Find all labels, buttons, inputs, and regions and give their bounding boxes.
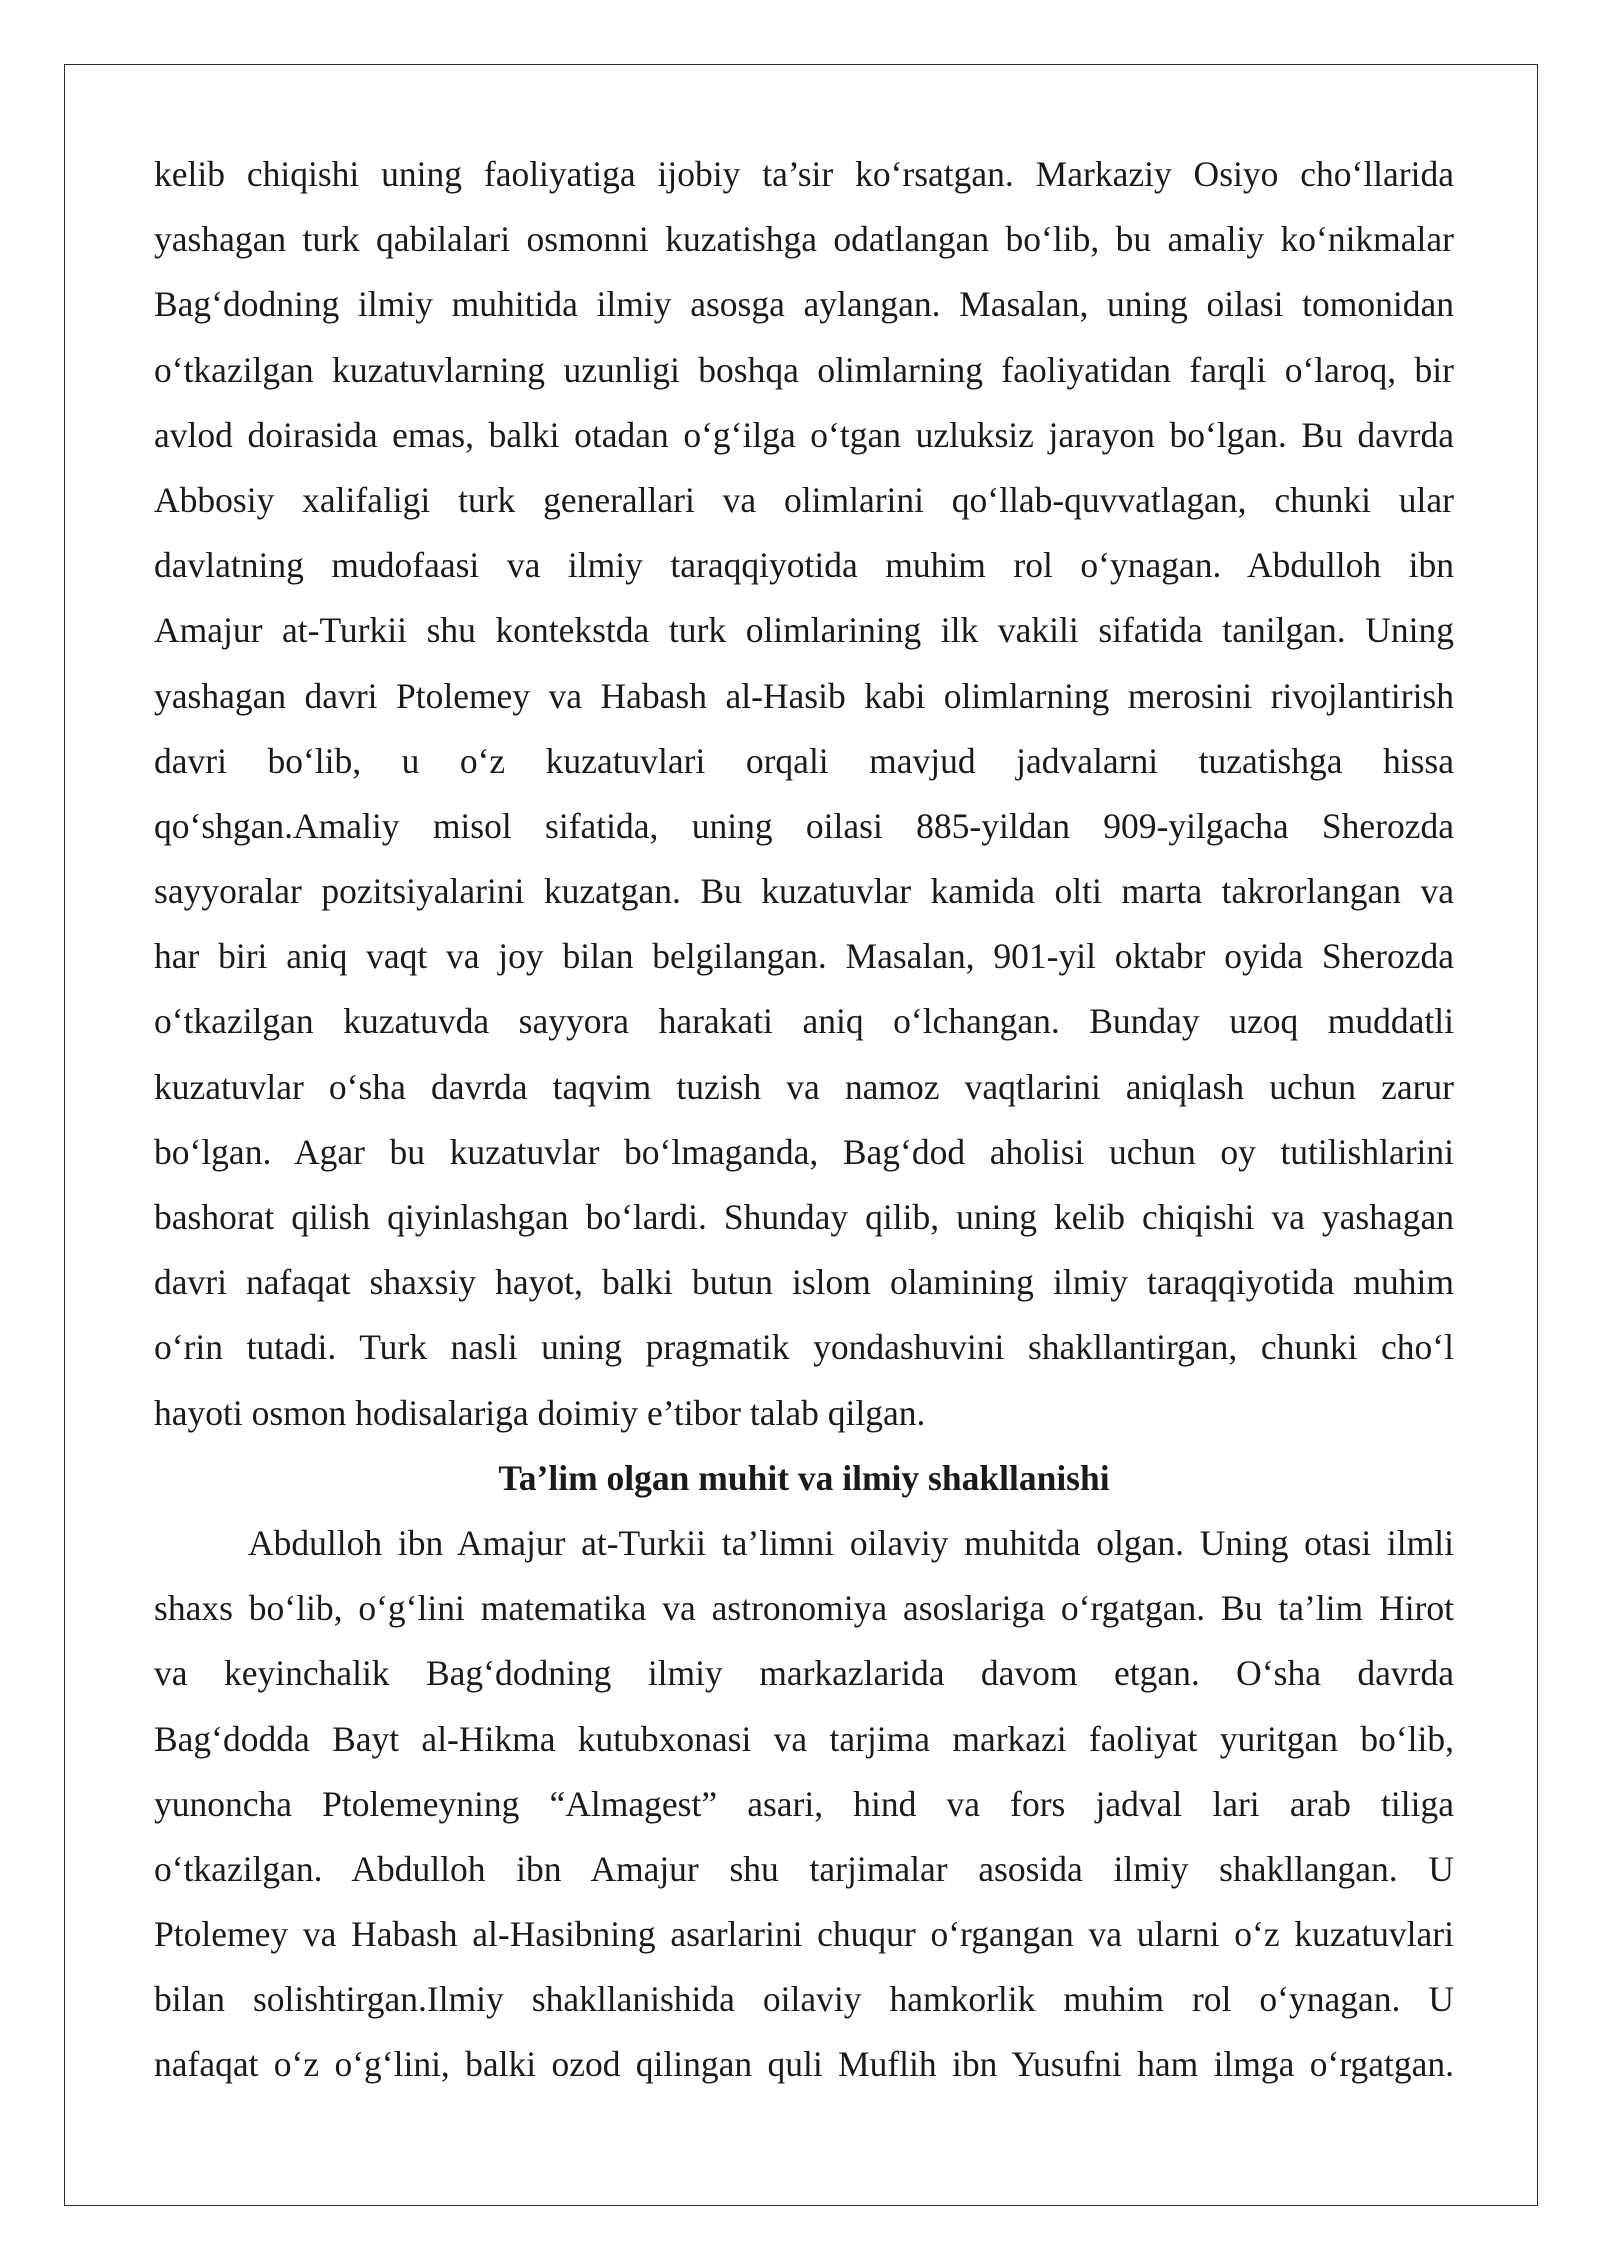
text-line: Ptolemey va Habash al-Hasibning asarlarini chuqur o‘rgangan va ularni o‘z kuzatuvlari [154,1914,1454,1955]
paragraph-2 [154,1511,1454,2098]
text-line: Abdulloh ibn Amajur at-Turkii ta’limni oilaviy muhitda olgan. Uning otasi ilmli [248,1522,1454,1563]
text-line: har biri aniq vaqt va joy bilan belgilangan. Masalan, 901-yil oktabr oyida Sherozda [154,936,1454,977]
text-line: davri nafaqat shaxsiy hayot, balki butun islom olamining ilmiy taraqqiyotida muhim [154,1262,1454,1303]
text-line: kelib chiqishi uning faoliyatiga ijobiy ta’sir ko‘rsatgan. Markaziy Osiyo cho‘llarida [154,154,1454,194]
text-line: yunoncha Ptolemeyning “Almagest” asari, hind va fors jadval lari arab tiliga [154,1783,1454,1824]
text-line: Abbosiy xalifaligi turk generallari va olimlarini qo‘llab-quvvatlagan, chunki ular [154,479,1454,520]
text-line: Bag‘dodning ilmiy muhitida ilmiy asosga aylangan. Masalan, uning oilasi tomonidan [154,284,1454,325]
text-line: avlod doirasida emas, balki otadan o‘g‘ilga o‘tgan uzluksiz jarayon bo‘lgan. Bu davrda [154,414,1454,455]
section-heading: Ta’lim olgan muhit va ilmiy shakllanishi [498,1457,1110,1498]
text-line: davlatning mudofaasi va ilmiy taraqqiyotida muhim rol o‘ynagan. Abdulloh ibn [154,545,1454,586]
text-line: o‘tkazilgan. Abdulloh ibn Amajur shu tarjimalar asosida ilmiy shakllangan. U [154,1848,1454,1889]
text-line: Amajur at-Turkii shu kontekstda turk olimlarining ilk vakili sifatida tanilgan. Uning [154,610,1454,651]
text-line: hayoti osmon hodisalariga doimiy e’tibor talab qilgan. [154,1392,926,1433]
text-line: yashagan davri Ptolemey va Habash al-Hasib kabi olimlarning merosini rivojlantirish [154,675,1454,716]
text-line: bashorat qilish qiyinlashgan bo‘lardi. Shunday qilib, uning kelib chiqishi va yashagan [154,1197,1454,1237]
text-line: o‘tkazilgan kuzatuvda sayyora harakati aniq o‘lchangan. Bunday uzoq muddatli [154,1001,1454,1042]
text-line: va keyinchalik Bag‘dodning ilmiy markazlarida davom etgan. O‘sha davrda [154,1653,1454,1694]
text-line: bilan solishtirgan.Ilmiy shakllanishida oilaviy hamkorlik muhim rol o‘ynagan. U [154,1979,1454,2020]
text-line: davri bo‘lib, u o‘z kuzatuvlari orqali mavjud jadvalarni tuzatishga hissa [154,740,1454,781]
text-line: o‘tkazilgan kuzatuvlarning uzunligi boshqa olimlarning faoliyatidan farqli o‘laroq, bir [154,349,1454,390]
text-line: Bag‘dodda Bayt al-Hikma kutubxonasi va tarjima markazi faoliyat yuritgan bo‘lib, [154,1718,1454,1759]
text-line: kuzatuvlar o‘sha davrda taqvim tuzish va namoz vaqtlarini aniqlash uchun zarur [154,1066,1454,1107]
text-line: o‘rin tutadi. Turk nasli uning pragmatik yondashuvini shakllantirgan, chunki cho‘l [154,1327,1454,1368]
text-line: shaxs bo‘lib, o‘g‘lini matematika va astronomiya asoslariga o‘rgatgan. Bu ta’lim Hirot [154,1588,1454,1629]
text-line: yashagan turk qabilalari osmonni kuzatishga odatlangan bo‘lib, bu amaliy ko‘nikmalar [154,219,1454,260]
paragraph-1 [154,142,1454,1446]
document-body [154,142,1454,2098]
text-line: nafaqat o‘z o‘g‘lini, balki ozod qilingan quli Muflih ibn Yusufni ham ilmga o‘rgatgan. [154,2044,1454,2085]
text-line: bo‘lgan. Agar bu kuzatuvlar bo‘lmaganda, Bag‘dod aholisi uchun oy tutilishlarini [154,1131,1454,1172]
text-line: qo‘shgan.Amaliy misol sifatida, uning oilasi 885-yildan 909-yilgacha Sherozda [154,805,1454,846]
text-line: sayyoralar pozitsiyalarini kuzatgan. Bu kuzatuvlar kamida olti marta takrorlangan va [154,871,1454,912]
